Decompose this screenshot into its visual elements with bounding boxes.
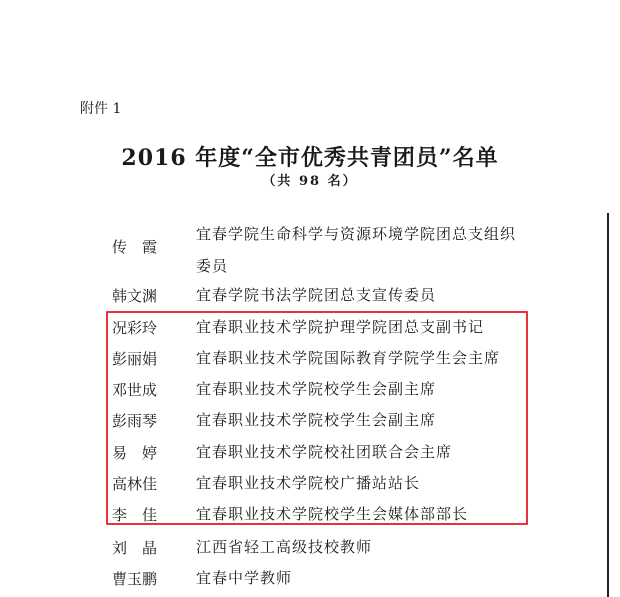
person-role: 宜春职业技术学院校广播站站长 [196, 474, 421, 492]
person-name: 曹玉鹏 [112, 570, 158, 588]
person-role: 宜春职业技术学院校学生会媒体部部长 [196, 505, 469, 523]
person-role: 宜春职业技术学院国际教育学院学生会主席 [196, 349, 501, 367]
person-role: 宜春职业技术学院护理学院团总支副书记 [196, 318, 485, 336]
person-role: 宜春职业技术学院校社团联合会主席 [196, 443, 453, 461]
person-name: 彭雨琴 [112, 412, 158, 430]
person-role: 宜春职业技术学院校学生会副主席 [196, 380, 437, 398]
person-role: 宜春学院生命科学与资源环境学院团总支组织委员 [196, 225, 517, 275]
attachment-label: 附件 1 [80, 101, 122, 117]
person-name: 传 霞 [112, 238, 158, 256]
person-role: 江西省轻工高级技校教师 [196, 538, 373, 556]
person-name: 况彩玲 [112, 319, 158, 337]
highlight-box [106, 311, 528, 525]
person-name: 邓世成 [112, 381, 158, 399]
person-role: 宜春职业技术学院校学生会副主席 [196, 411, 437, 429]
person-name: 韩文渊 [112, 287, 158, 305]
person-name: 彭丽娟 [112, 350, 158, 368]
person-name: 刘 晶 [112, 539, 158, 557]
person-name: 李 佳 [112, 506, 158, 524]
person-role: 宜春学院书法学院团总支宣传委员 [196, 286, 437, 304]
document-title: 2016 年度“全市优秀共青团员”名单 [121, 145, 499, 171]
document-subtitle: （共 98 名） [262, 174, 358, 189]
person-role: 宜春中学教师 [196, 569, 293, 587]
person-name: 高林佳 [112, 475, 158, 493]
page-edge-line [607, 213, 609, 597]
person-name: 易 婷 [112, 444, 158, 462]
